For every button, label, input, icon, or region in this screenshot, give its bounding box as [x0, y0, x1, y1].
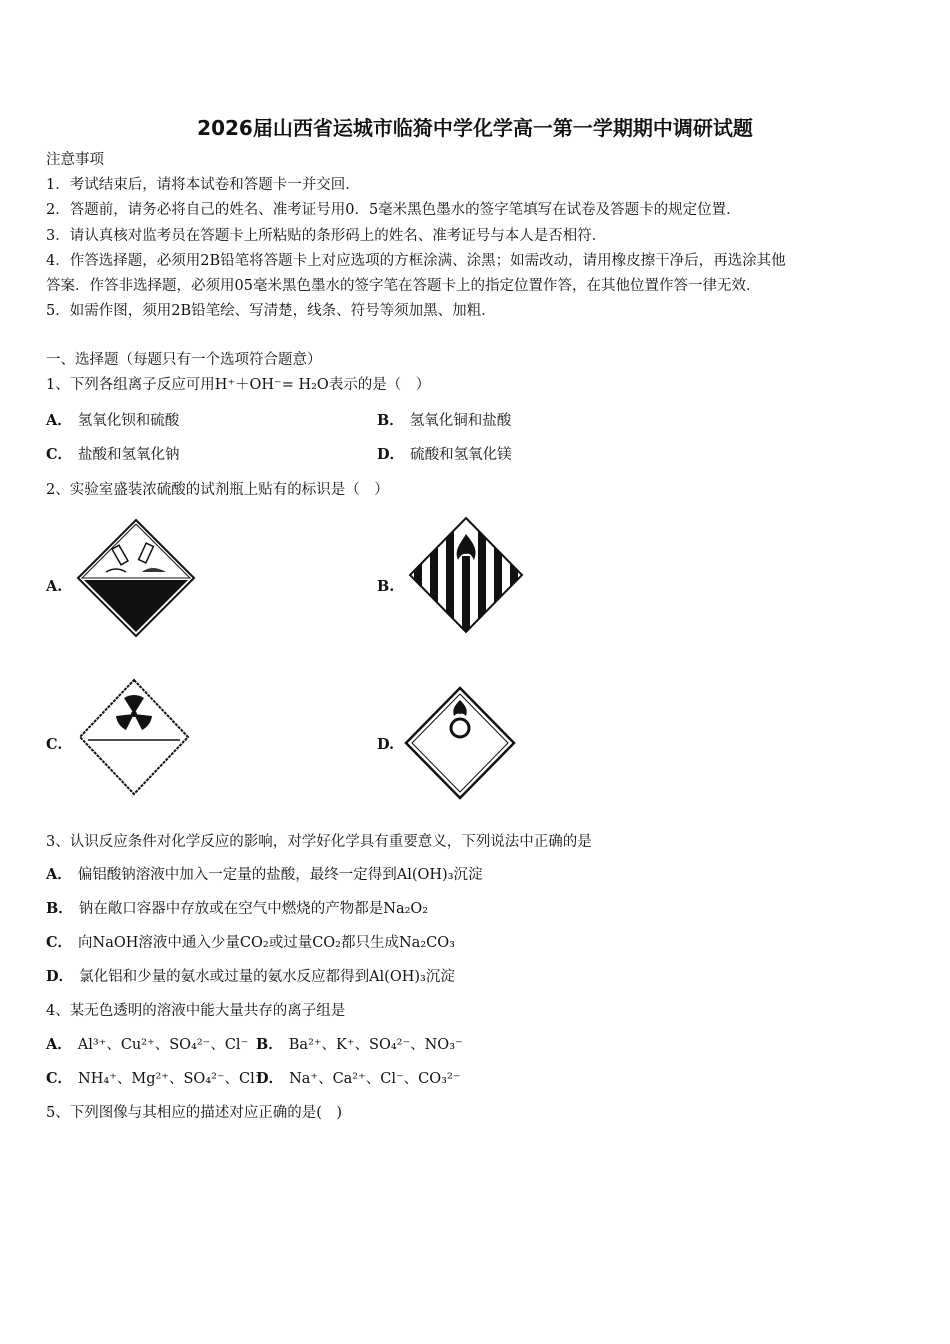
notice-item: 5．如需作图，须用2B铅笔绘、写清楚，线条、符号等须加黑、加粗．	[46, 303, 496, 319]
section-heading: 一、选择题（每题只有一个选项符合题意）	[46, 352, 322, 368]
option-text: 硫酸和氢氧化镁	[410, 447, 512, 463]
option-letter: C．	[46, 1070, 73, 1087]
option-text: 氢氧化钡和硫酸	[77, 413, 180, 429]
option-letter: D．	[46, 968, 74, 985]
radioactive-sign-icon	[78, 678, 190, 796]
q3-option-d	[46, 967, 455, 987]
oxidizer-sign-icon	[404, 686, 516, 800]
q3-option-b	[46, 899, 428, 919]
option-text: 钠在敞口容器中存放或在空气中燃烧的产物都是Na₂O₂	[78, 901, 429, 917]
q1-option-c	[46, 445, 180, 465]
q3-option-a	[46, 865, 483, 885]
q4-option-c	[46, 1069, 262, 1089]
option-letter: D．	[256, 1070, 284, 1087]
q3-option-c	[46, 933, 455, 953]
notice-item: 1．考试结束后，请将本试卷和答题卡一并交回．	[46, 177, 360, 193]
q2-option-b-letter	[377, 577, 400, 597]
q1-option-a	[46, 411, 179, 431]
notice-item: 2．答题前，请务必将自己的姓名、准考证号用0．5毫米黑色墨水的签字笔填写在试卷及答题卡的规定位置．	[46, 202, 741, 218]
flammable-solid-sign-icon	[408, 516, 524, 634]
option-letter: B.	[377, 578, 395, 595]
option-letter: A．	[46, 412, 72, 429]
option-letter: B．	[46, 900, 73, 917]
page-title: 2026届山西省运城市临猗中学化学高一第一学期期中调研试题	[197, 116, 753, 140]
question-4-stem: 4、某无色透明的溶液中能大量共存的离子组是	[46, 1003, 346, 1019]
q2-option-c-letter	[46, 735, 68, 755]
option-letter: C．	[46, 446, 73, 463]
q1-option-d	[377, 445, 512, 465]
option-letter: B．	[256, 1036, 283, 1053]
notice-item: 4．作答选择题，必须用2B铅笔将答题卡上对应选项的方框涂满、涂黑；如需改动，请用橡皮擦干净后，再选涂其他	[46, 253, 786, 269]
option-letter: A．	[46, 1036, 72, 1053]
q4-option-a	[46, 1035, 248, 1055]
option-letter: A.	[46, 578, 63, 595]
option-letter: D.	[377, 736, 395, 753]
option-text: 偏铝酸钠溶液中加入一定量的盐酸，最终一定得到Al(OH)₃沉淀	[77, 867, 483, 883]
option-letter: B．	[377, 412, 404, 429]
q2-option-d-letter	[377, 735, 400, 755]
notice-heading: 注意事项	[46, 152, 104, 168]
question-5-stem: 5、下列图像与其相应的描述对应正确的是( )	[46, 1105, 343, 1121]
option-letter: D．	[377, 446, 405, 463]
option-letter: C．	[46, 934, 73, 951]
option-text: 向NaOH溶液中通入少量CO₂或过量CO₂都只生成Na₂CO₃	[78, 935, 455, 951]
question-1-stem: 1、下列各组离子反应可用H⁺＋OH⁻= H₂O表示的是（ ）	[46, 377, 431, 393]
option-text: 盐酸和氢氧化钠	[78, 447, 180, 463]
option-letter: A．	[46, 866, 72, 883]
option-text: Al³⁺、Cu²⁺、SO₄²⁻、Cl⁻	[77, 1037, 249, 1053]
option-text: NH₄⁺、Mg²⁺、SO₄²⁻、Cl⁻	[78, 1071, 263, 1087]
option-text: 氢氧化铜和盐酸	[409, 413, 512, 429]
corrosive-sign-icon	[76, 518, 196, 638]
q2-option-a-letter	[46, 577, 68, 597]
option-text: Na⁺、Ca²⁺、Cl⁻、CO₃²⁻	[289, 1071, 461, 1087]
option-letter: C.	[46, 736, 63, 753]
question-3-stem: 3、认识反应条件对化学反应的影响，对学好化学具有重要意义，下列说法中正确的是	[46, 834, 592, 850]
question-2-stem: 2、实验室盛装浓硫酸的试剂瓶上贴有的标识是（ ）	[46, 482, 389, 498]
q4-option-b	[256, 1035, 463, 1055]
q1-option-b	[377, 411, 511, 431]
notice-item: 3．请认真核对监考员在答题卡上所粘贴的条形码上的姓名、准考证号与本人是否相符．	[46, 228, 607, 244]
q4-option-d	[256, 1069, 460, 1089]
notice-item: 答案．作答非选择题，必须用05毫米黑色墨水的签字笔在答题卡上的指定位置作答，在其他位置作答一律无效．	[46, 278, 761, 294]
option-text: 氯化铝和少量的氨水或过量的氨水反应都得到Al(OH)₃沉淀	[79, 969, 455, 985]
option-text: Ba²⁺、K⁺、SO₄²⁻、NO₃⁻	[288, 1037, 463, 1053]
